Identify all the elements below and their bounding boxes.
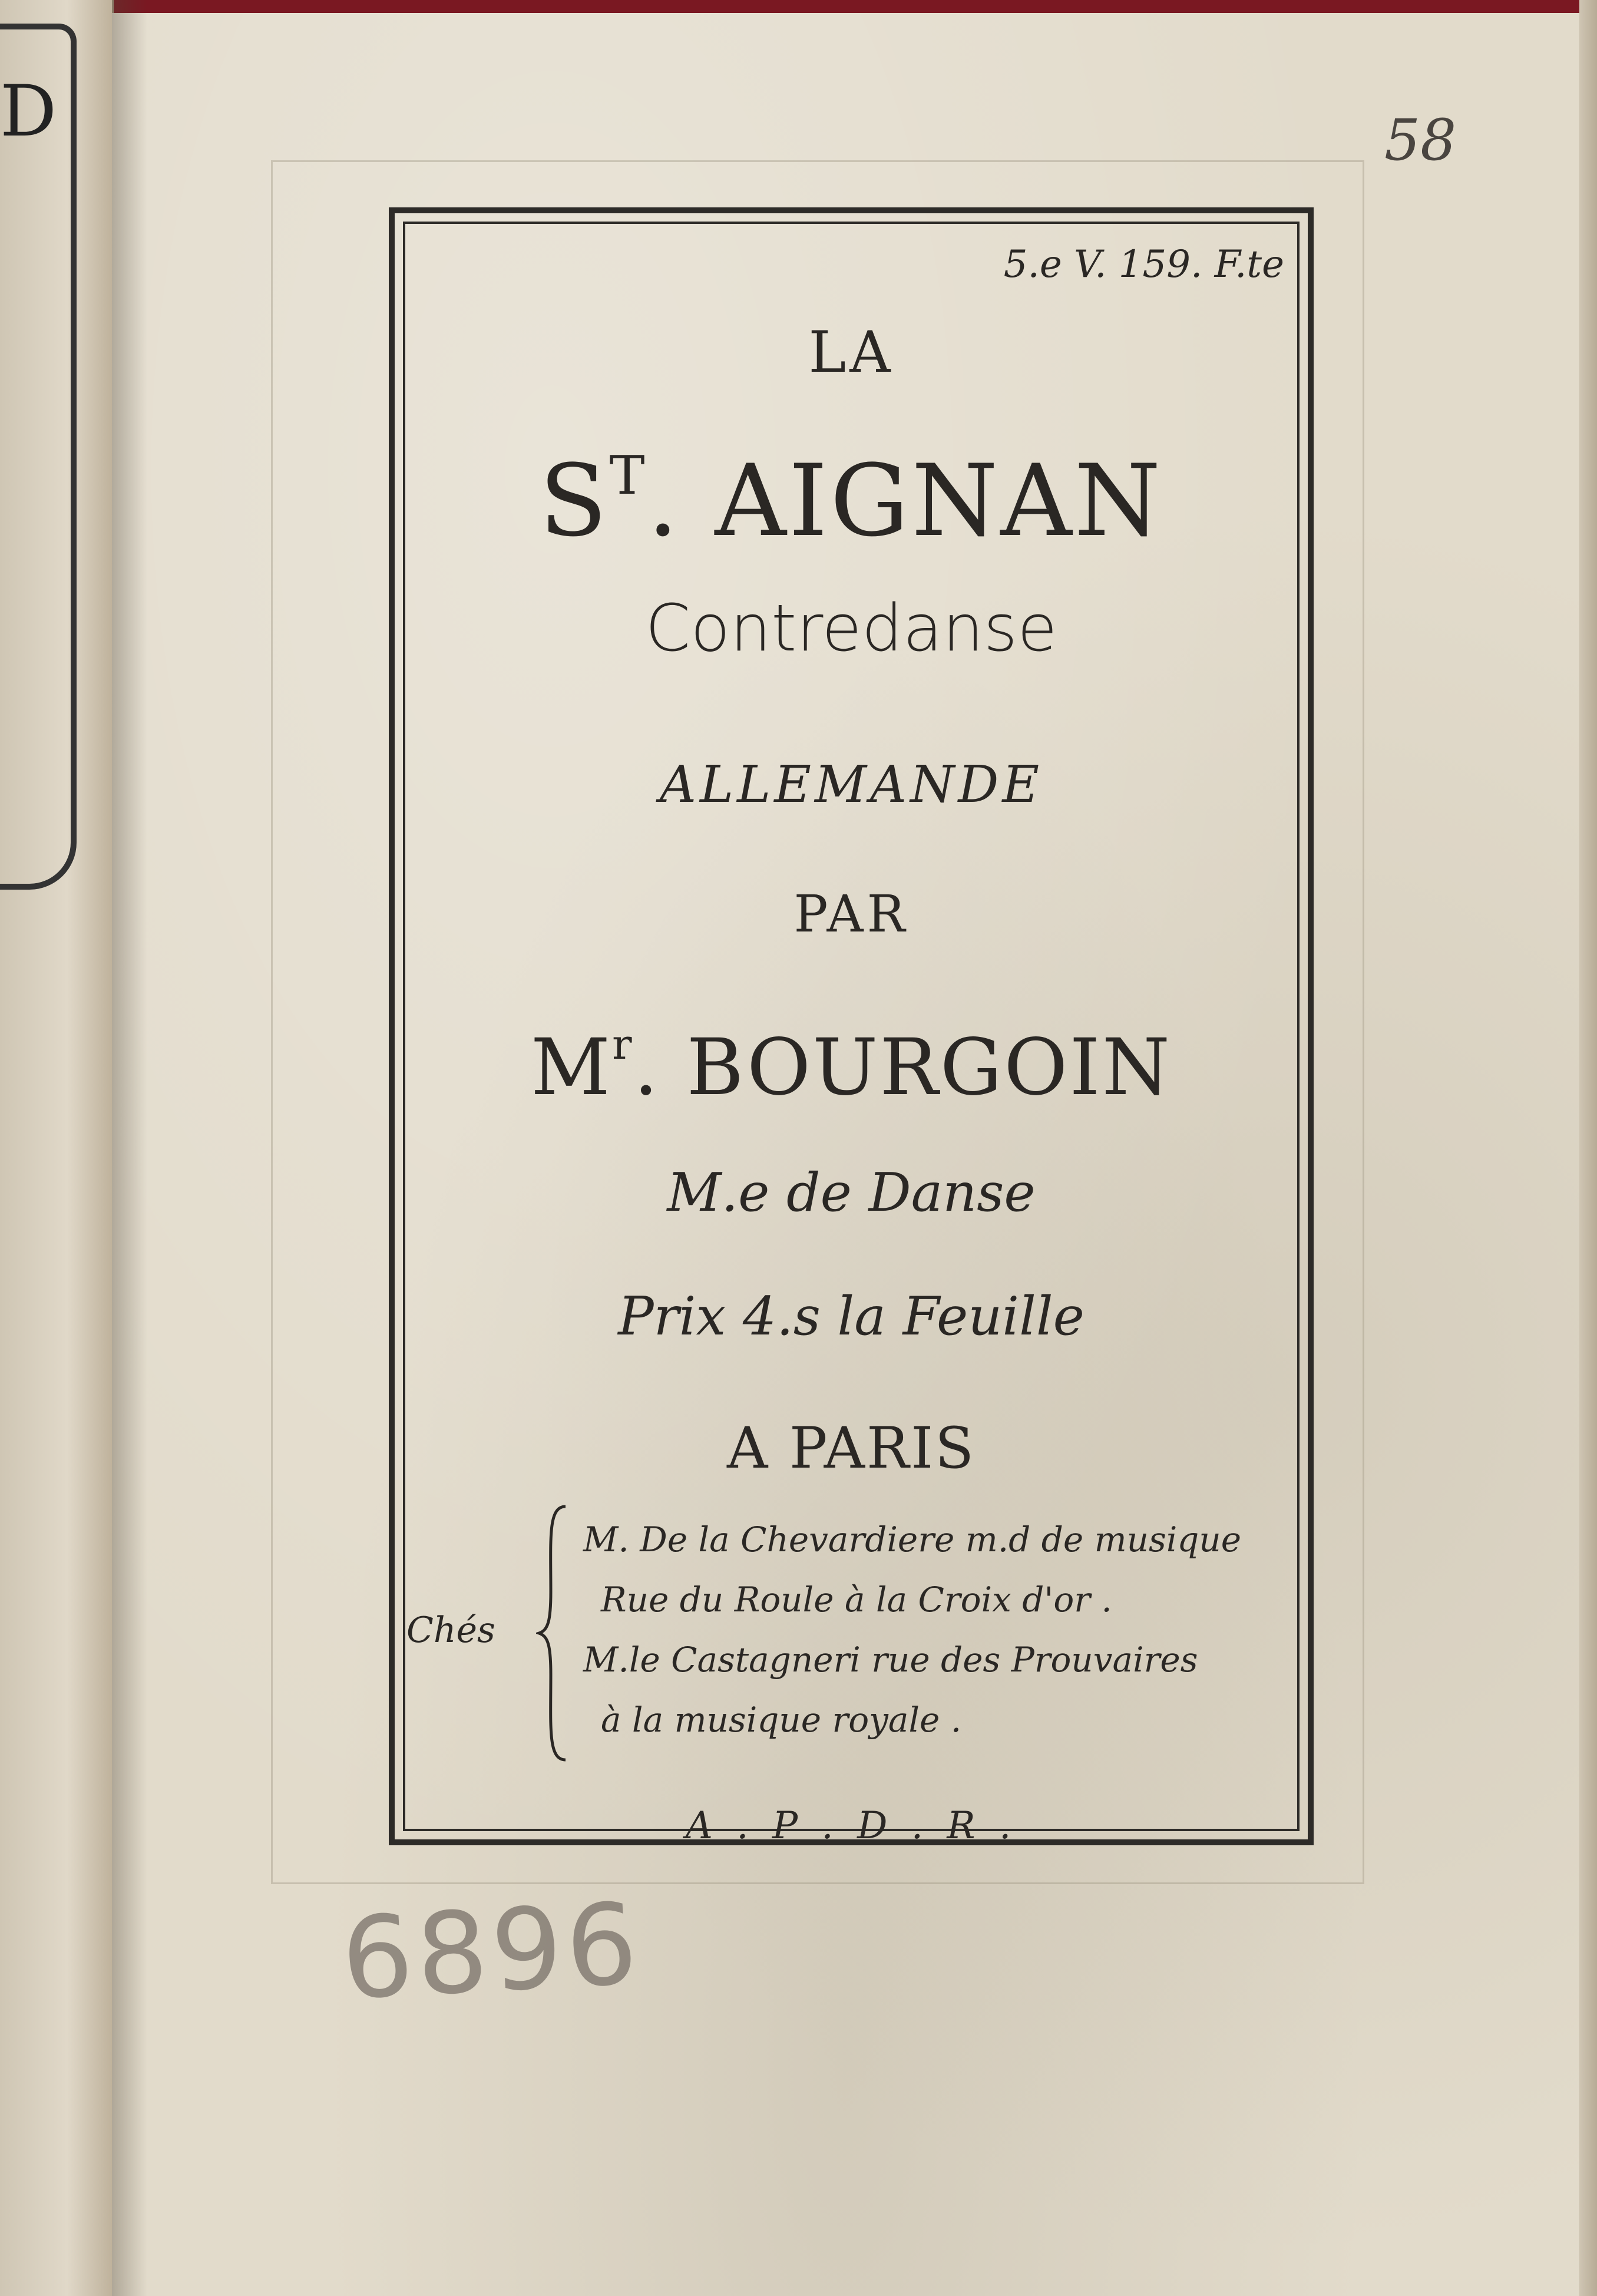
imprint-ches: Chés (406, 1610, 495, 1651)
imprint-line-2: Rue du Roule à la Croix d'or . (601, 1580, 1112, 1620)
imprint-lines (583, 1509, 1241, 1750)
book-edge-right (1579, 0, 1597, 2296)
saint-sup: T (609, 445, 647, 507)
inventory-number: 6896 (338, 1878, 644, 2025)
title-main (395, 443, 1308, 559)
author-prefix: M (530, 1022, 613, 1113)
price: Prix 4.s la Feuille (618, 1286, 1084, 1347)
privilege-mark: A . P . D . R . (685, 1804, 1017, 1848)
book-cover-edge (106, 0, 1597, 13)
title-article: LA (808, 319, 894, 385)
imprint-city: A PARIS (727, 1415, 976, 1481)
title-frame (389, 207, 1314, 1848)
facing-page-frame (0, 24, 77, 890)
imprint-line-4: à la musique royale . (601, 1700, 962, 1740)
title-dance: ALLEMANDE (659, 755, 1043, 814)
saint-abbrev: S (539, 443, 610, 559)
imprint-block (406, 1504, 1302, 1780)
title-name: AIGNAN (715, 443, 1163, 559)
title-genre: Contredanse (645, 590, 1057, 666)
author-sup: r (612, 1020, 634, 1069)
page-number: 58 (1384, 107, 1457, 173)
author-name: . BOURGOIN (633, 1022, 1172, 1113)
gutter-shadow (112, 0, 147, 2296)
title-by: PAR (793, 885, 909, 944)
facing-page-letter: D (0, 71, 57, 153)
imprint-line-1: M. De la Chevardiere m.d de musique (583, 1519, 1242, 1560)
shelfmark: 5.e V. 159. F.te (1003, 243, 1284, 286)
brace-icon (536, 1504, 571, 1763)
author-role: M.e de Danse (667, 1162, 1036, 1224)
title-page (112, 13, 1579, 2296)
saint-dot: . (647, 443, 681, 559)
facing-page (0, 0, 114, 2296)
author-line (395, 1020, 1308, 1113)
imprint-line-3: M.le Castagneri rue des Prouvaires (583, 1640, 1198, 1680)
